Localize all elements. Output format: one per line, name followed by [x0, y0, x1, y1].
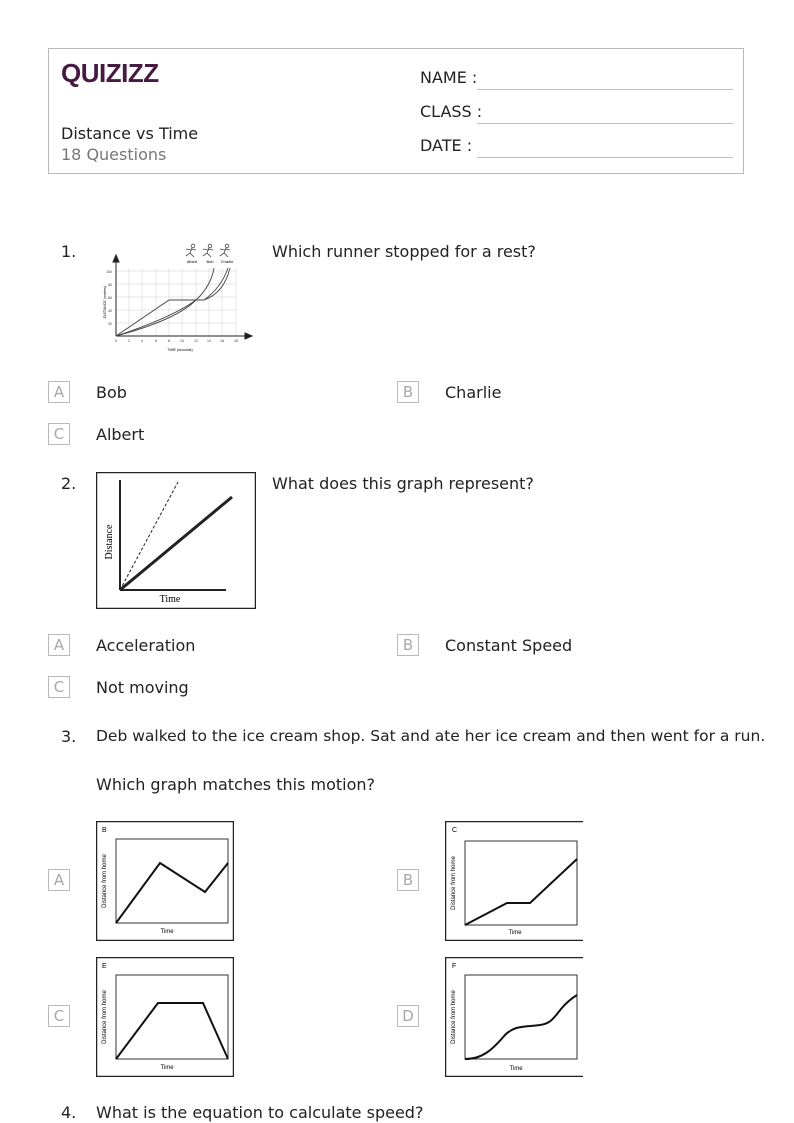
- graph-tag: B: [102, 827, 107, 834]
- option-c-graph[interactable]: [96, 957, 234, 1077]
- x-axis-label: Time: [160, 1065, 174, 1071]
- motion-line: [116, 863, 228, 923]
- name-label: NAME :: [420, 68, 478, 87]
- question-4-number: 4.: [61, 1103, 77, 1122]
- graph-tag: E: [102, 963, 107, 970]
- date-label: DATE :: [420, 136, 473, 155]
- runner-label: Albert: [186, 259, 198, 264]
- x-tick: 0: [115, 339, 117, 343]
- x-axis-label: TIME (seconds): [167, 348, 193, 352]
- class-label: CLASS :: [420, 102, 483, 121]
- solid-line: [120, 497, 232, 590]
- y-tick: 80: [108, 283, 112, 287]
- x-tick: 10: [180, 339, 184, 343]
- runner-curves: [116, 268, 230, 336]
- option-letter[interactable]: B: [397, 634, 419, 656]
- option-d-graph[interactable]: [445, 957, 583, 1077]
- motion-line: [116, 1003, 228, 1059]
- y-axis-label: Distance: [104, 524, 115, 560]
- graph-tag: F: [452, 963, 457, 970]
- y-tick: 60: [108, 296, 112, 300]
- worksheet-question-count: 18 Questions: [61, 145, 167, 164]
- option-letter[interactable]: A: [48, 634, 70, 656]
- x-axis-label: Time: [508, 930, 522, 936]
- y-tick: 100: [106, 270, 112, 274]
- runner-label: Bob: [206, 259, 214, 264]
- option-a-graph[interactable]: [96, 821, 234, 941]
- x-tick: 16: [220, 339, 224, 343]
- y-axis-label: Distance from home: [451, 856, 457, 910]
- x-axis-label: Time: [509, 1066, 523, 1072]
- option-text[interactable]: Acceleration: [96, 636, 196, 655]
- option-letter[interactable]: A: [48, 381, 70, 403]
- y-tick: 40: [108, 309, 112, 313]
- x-tick: 12: [194, 339, 198, 343]
- x-axis-label: Time: [160, 929, 174, 935]
- name-line[interactable]: [477, 89, 733, 90]
- runner-icons: [186, 244, 230, 257]
- quizizz-logo: QUIZIZZ: [61, 58, 159, 88]
- x-axis-label: Time: [159, 594, 181, 605]
- question-2-figure: [96, 472, 256, 609]
- option-text[interactable]: Charlie: [445, 383, 502, 402]
- question-4-text: What is the equation to calculate speed?: [96, 1103, 424, 1122]
- option-letter[interactable]: D: [397, 1005, 419, 1027]
- motion-line: [465, 859, 577, 925]
- y-axis-label: Distance from home: [102, 990, 108, 1044]
- x-tick: 6: [155, 339, 157, 343]
- y-axis-label: Distance from home: [102, 854, 108, 908]
- runner-label: Charlie: [220, 259, 234, 264]
- option-letter[interactable]: B: [397, 381, 419, 403]
- option-b-graph[interactable]: [445, 821, 583, 941]
- x-tick: 18: [234, 339, 238, 343]
- dashed-line: [120, 482, 178, 590]
- option-letter[interactable]: B: [397, 869, 419, 891]
- question-1-figure: [96, 238, 256, 356]
- class-line[interactable]: [477, 123, 733, 124]
- question-2-number: 2.: [61, 474, 77, 493]
- question-1-number: 1.: [61, 242, 77, 261]
- grid: [116, 268, 236, 336]
- x-tick: 14: [207, 339, 211, 343]
- question-3-number: 3.: [61, 727, 77, 746]
- option-text[interactable]: Not moving: [96, 678, 189, 697]
- x-tick: 8: [168, 339, 170, 343]
- y-axis-label: Distance from home: [451, 990, 457, 1044]
- option-letter[interactable]: A: [48, 869, 70, 891]
- option-text[interactable]: Albert: [96, 425, 145, 444]
- option-letter[interactable]: C: [48, 676, 70, 698]
- y-axis-label: DISTANCE (metres): [103, 285, 107, 319]
- option-text[interactable]: Constant Speed: [445, 636, 573, 655]
- option-text[interactable]: Bob: [96, 383, 127, 402]
- question-1-text: Which runner stopped for a rest?: [272, 242, 536, 261]
- y-tick: 20: [108, 322, 112, 326]
- worksheet-title: Distance vs Time: [61, 124, 199, 143]
- option-letter[interactable]: C: [48, 423, 70, 445]
- question-3-subtext: Which graph matches this motion?: [96, 775, 376, 794]
- date-line[interactable]: [477, 157, 733, 158]
- x-tick: 4: [141, 339, 143, 343]
- option-letter[interactable]: C: [48, 1005, 70, 1027]
- x-tick: 2: [128, 339, 130, 343]
- question-2-text: What does this graph represent?: [272, 474, 534, 493]
- motion-line: [465, 995, 577, 1059]
- graph-tag: C: [452, 827, 458, 834]
- question-3-text: Deb walked to the ice cream shop. Sat and ate her ice cream and then went for a run.: [96, 727, 766, 745]
